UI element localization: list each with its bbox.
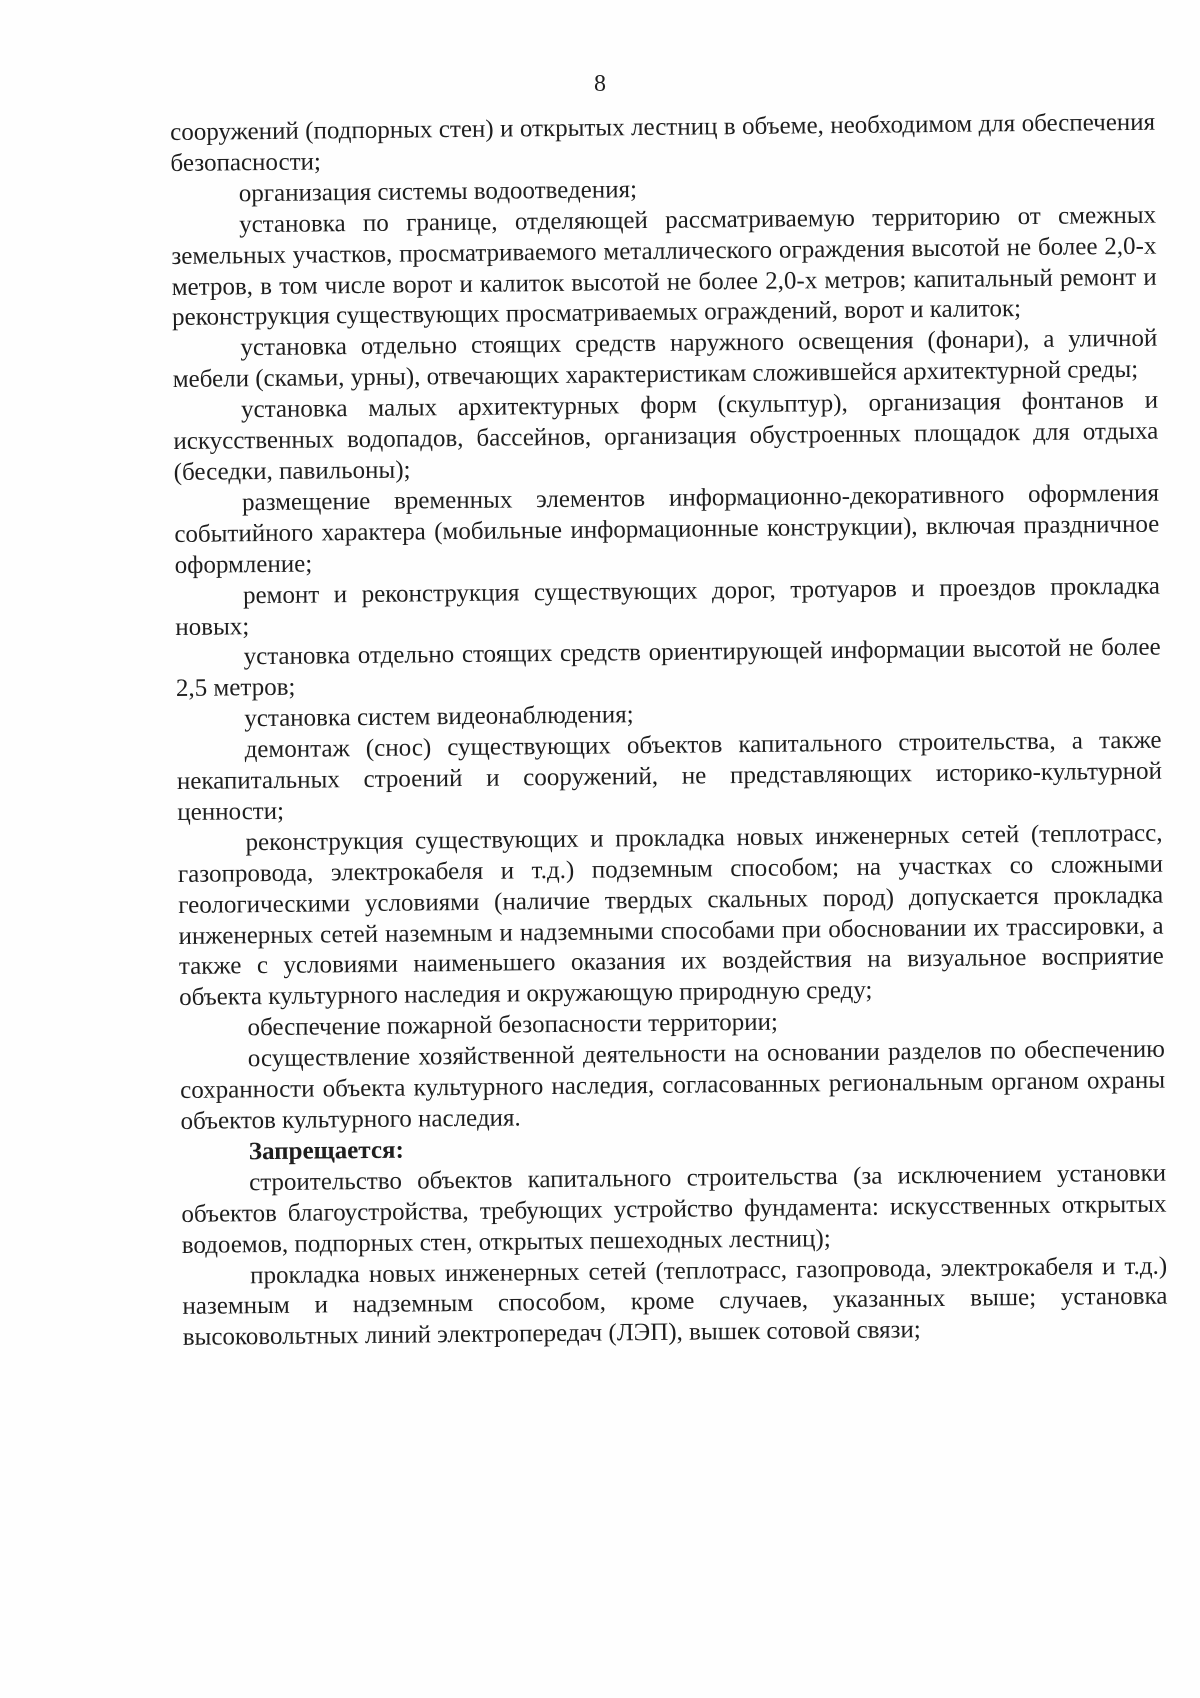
paragraph: организация системы водоотведения; bbox=[238, 175, 638, 208]
paragraph: установка отдельно стоящих средств ориентирующей информации высотой не более 2,5 метров; bbox=[175, 634, 1161, 703]
paragraph: осуществление хозяйственной деятельности на основании разделов по обеспечению сохранности объекта культурного наследия, согласованных региональным органом охраны объектов культурного наследия. bbox=[180, 1035, 1166, 1135]
paragraph: размещение временных элементов информационно-декоративного оформления событийного характера (мобильные информационные конструкции), включая праздничное оформление; bbox=[174, 479, 1160, 579]
document-body bbox=[170, 108, 1168, 1354]
paragraph: установка по границе, отделяющей рассматриваемую территорию от смежных земельных участков, просматриваемого металлического ограждения высотой не более 2,0-х метров, в том числе ворот и калиток высотой не более 2,0-х метров; капитальный ремонт и реконструкция существующих просматриваемых ограждений, ворот и калиток; bbox=[171, 201, 1157, 332]
page-number: 8 bbox=[594, 71, 606, 97]
paragraph: установка малых архитектурных форм (скульптур), организация фонтанов и искусственных водопадов, бассейнов, организация обустроенных площадок для отдыха (беседки, павильоны); bbox=[173, 386, 1159, 486]
paragraph: установка систем видеонаблюдения; bbox=[244, 701, 634, 733]
section-heading-prohibited: Запрещается: bbox=[248, 1136, 404, 1166]
paragraph: ремонт и реконструкция существующих дорог, тротуаров и проездов прокладка новых; bbox=[175, 572, 1161, 641]
paragraph: демонтаж (снос) существующих объектов капитального строительства, а также некапитальных строений и сооружений, не представляющих историко-культурной ценности; bbox=[176, 726, 1163, 826]
paragraph: установка отдельно стоящих средств наружного освещения (фонари), а уличной мебели (скамьи, урны), отвечающих характеристикам сложившейся архитектурной среды; bbox=[172, 325, 1158, 394]
paragraph: реконструкция существующих и прокладка новых инженерных сетей (теплотрасс, газопровода, электрокабеля и т.д.) подземным способом; на участках со сложными геологическими условиями (наличие твердых скальных пород) допускается прокладка инженерных сетей наземным и надземными способами при обосновании их трассировки, а также с условиями наименьшего оказания их воздействия на визуальное восприятие объекта культурного наследия и окружающую природную среду; bbox=[177, 819, 1164, 1012]
prohibited-item: строительство объектов капитального строительства (за исключением установки объектов благоустройства, требующих устройство фундамента: искусственных открытых водоемов, подпорных стен, открытых пешеходных лестниц); bbox=[181, 1159, 1167, 1259]
paragraph-continuation: сооружений (подпорных стен) и открытых лестниц в объеме, необходимом для обеспечения безопасности; bbox=[170, 108, 1156, 177]
paragraph: обеспечение пожарной безопасности территории; bbox=[247, 1008, 779, 1042]
prohibited-item: прокладка новых инженерных сетей (теплотрасс, газопровода, электрокабеля и т.д.) наземным и надземным способом, кроме случаев, указанных выше; установка высоковольтных линий электропередач (ЛЭП), вышек сотовой связи; bbox=[182, 1252, 1168, 1352]
